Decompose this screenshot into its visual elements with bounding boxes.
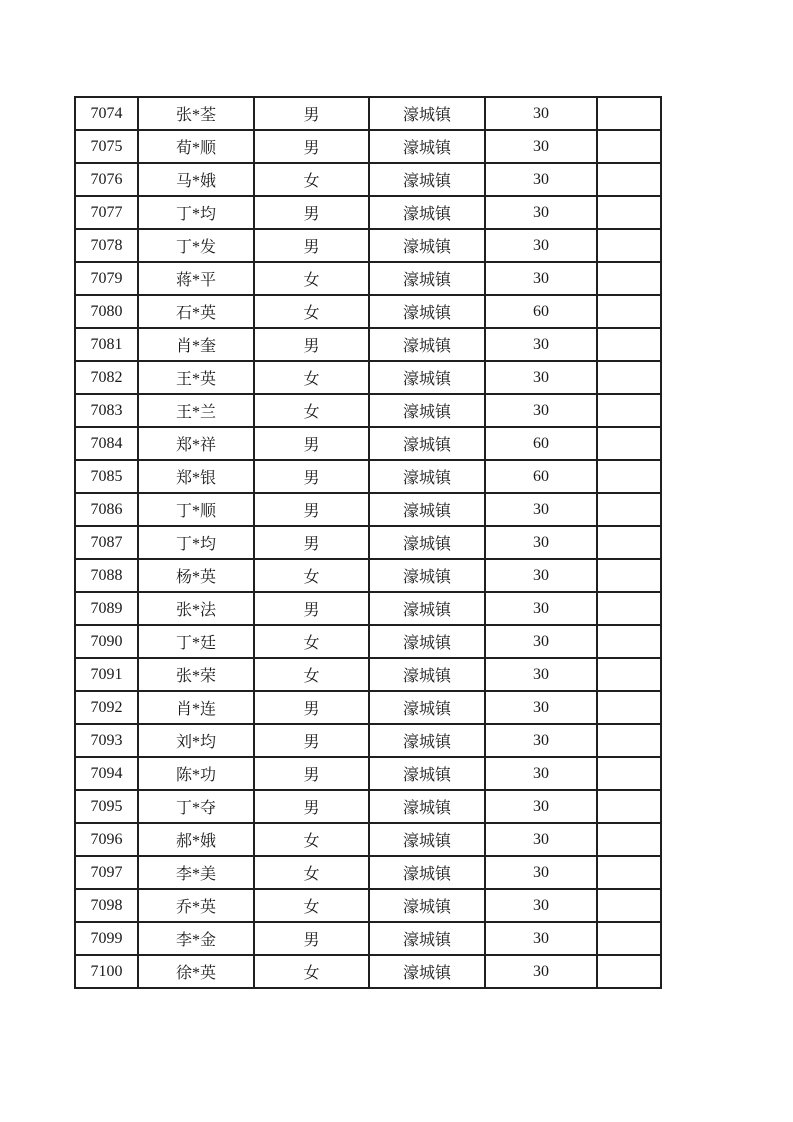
cell-name: 李*金 xyxy=(138,922,254,955)
table-row xyxy=(75,361,661,394)
cell-town: 濠城镇 xyxy=(369,493,485,526)
cell-town: 濠城镇 xyxy=(369,790,485,823)
cell-amount: 60 xyxy=(485,295,597,328)
table-row xyxy=(75,427,661,460)
table-row xyxy=(75,823,661,856)
cell-name: 杨*英 xyxy=(138,559,254,592)
cell-id: 7095 xyxy=(75,790,138,823)
table-row xyxy=(75,229,661,262)
cell-amount: 60 xyxy=(485,427,597,460)
cell-amount: 30 xyxy=(485,229,597,262)
cell-amount: 30 xyxy=(485,790,597,823)
cell-id: 7090 xyxy=(75,625,138,658)
cell-town: 濠城镇 xyxy=(369,328,485,361)
cell-name: 丁*廷 xyxy=(138,625,254,658)
cell-id: 7084 xyxy=(75,427,138,460)
table-row xyxy=(75,97,661,130)
cell-name: 丁*发 xyxy=(138,229,254,262)
cell-town: 濠城镇 xyxy=(369,163,485,196)
table-row xyxy=(75,856,661,889)
table-row xyxy=(75,559,661,592)
table-row xyxy=(75,889,661,922)
cell-amount: 30 xyxy=(485,196,597,229)
cell-id: 7077 xyxy=(75,196,138,229)
cell-amount: 30 xyxy=(485,724,597,757)
cell-name: 李*美 xyxy=(138,856,254,889)
cell-town: 濠城镇 xyxy=(369,889,485,922)
cell-gender: 男 xyxy=(254,130,369,163)
cell-name: 石*英 xyxy=(138,295,254,328)
cell-id: 7092 xyxy=(75,691,138,724)
cell-note xyxy=(597,922,661,955)
cell-gender: 女 xyxy=(254,856,369,889)
cell-id: 7081 xyxy=(75,328,138,361)
cell-town: 濠城镇 xyxy=(369,691,485,724)
cell-id: 7078 xyxy=(75,229,138,262)
table-row xyxy=(75,526,661,559)
cell-town: 濠城镇 xyxy=(369,130,485,163)
cell-amount: 30 xyxy=(485,823,597,856)
cell-name: 丁*夺 xyxy=(138,790,254,823)
cell-id: 7096 xyxy=(75,823,138,856)
cell-gender: 女 xyxy=(254,262,369,295)
cell-town: 濠城镇 xyxy=(369,922,485,955)
cell-gender: 女 xyxy=(254,394,369,427)
cell-gender: 女 xyxy=(254,559,369,592)
cell-amount: 30 xyxy=(485,691,597,724)
cell-name: 蒋*平 xyxy=(138,262,254,295)
table-row xyxy=(75,130,661,163)
table-row xyxy=(75,460,661,493)
cell-name: 陈*功 xyxy=(138,757,254,790)
cell-amount: 30 xyxy=(485,130,597,163)
cell-note xyxy=(597,460,661,493)
cell-gender: 男 xyxy=(254,196,369,229)
cell-gender: 男 xyxy=(254,493,369,526)
cell-id: 7079 xyxy=(75,262,138,295)
cell-id: 7080 xyxy=(75,295,138,328)
cell-id: 7097 xyxy=(75,856,138,889)
cell-town: 濠城镇 xyxy=(369,460,485,493)
table-row xyxy=(75,196,661,229)
cell-amount: 30 xyxy=(485,856,597,889)
cell-town: 濠城镇 xyxy=(369,295,485,328)
cell-gender: 女 xyxy=(254,295,369,328)
cell-note xyxy=(597,163,661,196)
cell-note xyxy=(597,394,661,427)
cell-name: 丁*均 xyxy=(138,526,254,559)
cell-note xyxy=(597,295,661,328)
cell-town: 濠城镇 xyxy=(369,658,485,691)
cell-amount: 30 xyxy=(485,889,597,922)
cell-gender: 男 xyxy=(254,691,369,724)
cell-town: 濠城镇 xyxy=(369,757,485,790)
cell-name: 王*英 xyxy=(138,361,254,394)
cell-note xyxy=(597,691,661,724)
cell-name: 王*兰 xyxy=(138,394,254,427)
cell-note xyxy=(597,526,661,559)
cell-gender: 男 xyxy=(254,97,369,130)
table-row xyxy=(75,757,661,790)
cell-amount: 30 xyxy=(485,361,597,394)
cell-note xyxy=(597,427,661,460)
cell-amount: 30 xyxy=(485,163,597,196)
cell-id: 7091 xyxy=(75,658,138,691)
cell-town: 濠城镇 xyxy=(369,592,485,625)
cell-note xyxy=(597,196,661,229)
cell-name: 丁*均 xyxy=(138,196,254,229)
cell-note xyxy=(597,889,661,922)
cell-id: 7082 xyxy=(75,361,138,394)
cell-gender: 男 xyxy=(254,922,369,955)
cell-name: 马*娥 xyxy=(138,163,254,196)
cell-id: 7093 xyxy=(75,724,138,757)
cell-amount: 30 xyxy=(485,757,597,790)
cell-note xyxy=(597,658,661,691)
cell-name: 郑*银 xyxy=(138,460,254,493)
cell-town: 濠城镇 xyxy=(369,955,485,988)
cell-amount: 30 xyxy=(485,493,597,526)
roster-table-body xyxy=(75,97,661,988)
cell-note xyxy=(597,97,661,130)
cell-amount: 30 xyxy=(485,955,597,988)
cell-amount: 30 xyxy=(485,97,597,130)
table-row xyxy=(75,724,661,757)
table-row xyxy=(75,922,661,955)
cell-town: 濠城镇 xyxy=(369,361,485,394)
cell-id: 7085 xyxy=(75,460,138,493)
cell-gender: 女 xyxy=(254,823,369,856)
cell-id: 7099 xyxy=(75,922,138,955)
cell-note xyxy=(597,559,661,592)
cell-amount: 30 xyxy=(485,559,597,592)
cell-town: 濠城镇 xyxy=(369,229,485,262)
cell-id: 7100 xyxy=(75,955,138,988)
cell-note xyxy=(597,856,661,889)
cell-town: 濠城镇 xyxy=(369,262,485,295)
cell-gender: 女 xyxy=(254,955,369,988)
cell-town: 濠城镇 xyxy=(369,427,485,460)
cell-note xyxy=(597,592,661,625)
table-row xyxy=(75,328,661,361)
cell-town: 濠城镇 xyxy=(369,823,485,856)
cell-note xyxy=(597,130,661,163)
table-row xyxy=(75,658,661,691)
cell-note xyxy=(597,955,661,988)
cell-gender: 男 xyxy=(254,724,369,757)
cell-id: 7083 xyxy=(75,394,138,427)
cell-note xyxy=(597,790,661,823)
cell-amount: 30 xyxy=(485,625,597,658)
cell-name: 张*法 xyxy=(138,592,254,625)
cell-town: 濠城镇 xyxy=(369,526,485,559)
cell-id: 7086 xyxy=(75,493,138,526)
cell-gender: 男 xyxy=(254,592,369,625)
cell-id: 7088 xyxy=(75,559,138,592)
cell-amount: 30 xyxy=(485,922,597,955)
cell-note xyxy=(597,724,661,757)
table-row xyxy=(75,163,661,196)
table-row xyxy=(75,691,661,724)
cell-gender: 男 xyxy=(254,757,369,790)
cell-town: 濠城镇 xyxy=(369,856,485,889)
cell-note xyxy=(597,823,661,856)
cell-gender: 男 xyxy=(254,526,369,559)
cell-name: 肖*连 xyxy=(138,691,254,724)
cell-name: 荀*顺 xyxy=(138,130,254,163)
table-row xyxy=(75,625,661,658)
cell-gender: 女 xyxy=(254,658,369,691)
cell-amount: 30 xyxy=(485,658,597,691)
cell-id: 7087 xyxy=(75,526,138,559)
table-row xyxy=(75,295,661,328)
table-row xyxy=(75,262,661,295)
cell-town: 濠城镇 xyxy=(369,196,485,229)
cell-note xyxy=(597,361,661,394)
cell-note xyxy=(597,625,661,658)
cell-name: 张*荃 xyxy=(138,97,254,130)
cell-amount: 30 xyxy=(485,262,597,295)
cell-name: 徐*英 xyxy=(138,955,254,988)
cell-name: 刘*均 xyxy=(138,724,254,757)
cell-id: 7098 xyxy=(75,889,138,922)
cell-town: 濠城镇 xyxy=(369,559,485,592)
cell-id: 7089 xyxy=(75,592,138,625)
cell-note xyxy=(597,493,661,526)
cell-amount: 30 xyxy=(485,394,597,427)
cell-name: 郝*娥 xyxy=(138,823,254,856)
cell-note xyxy=(597,757,661,790)
cell-gender: 女 xyxy=(254,625,369,658)
table-row xyxy=(75,592,661,625)
cell-gender: 男 xyxy=(254,229,369,262)
cell-town: 濠城镇 xyxy=(369,394,485,427)
cell-name: 肖*奎 xyxy=(138,328,254,361)
cell-gender: 女 xyxy=(254,163,369,196)
table-row xyxy=(75,394,661,427)
table-row xyxy=(75,955,661,988)
cell-gender: 女 xyxy=(254,889,369,922)
cell-id: 7094 xyxy=(75,757,138,790)
cell-note xyxy=(597,262,661,295)
cell-id: 7076 xyxy=(75,163,138,196)
cell-town: 濠城镇 xyxy=(369,625,485,658)
cell-gender: 男 xyxy=(254,460,369,493)
cell-town: 濠城镇 xyxy=(369,97,485,130)
cell-name: 乔*英 xyxy=(138,889,254,922)
cell-gender: 男 xyxy=(254,328,369,361)
cell-id: 7075 xyxy=(75,130,138,163)
table-row xyxy=(75,493,661,526)
cell-amount: 30 xyxy=(485,592,597,625)
cell-name: 丁*顺 xyxy=(138,493,254,526)
cell-name: 郑*祥 xyxy=(138,427,254,460)
cell-note xyxy=(597,229,661,262)
cell-gender: 男 xyxy=(254,790,369,823)
cell-amount: 60 xyxy=(485,460,597,493)
cell-gender: 男 xyxy=(254,427,369,460)
cell-amount: 30 xyxy=(485,328,597,361)
cell-note xyxy=(597,328,661,361)
roster-table xyxy=(74,96,662,989)
cell-amount: 30 xyxy=(485,526,597,559)
cell-town: 濠城镇 xyxy=(369,724,485,757)
cell-name: 张*荣 xyxy=(138,658,254,691)
table-row xyxy=(75,790,661,823)
cell-id: 7074 xyxy=(75,97,138,130)
cell-gender: 女 xyxy=(254,361,369,394)
